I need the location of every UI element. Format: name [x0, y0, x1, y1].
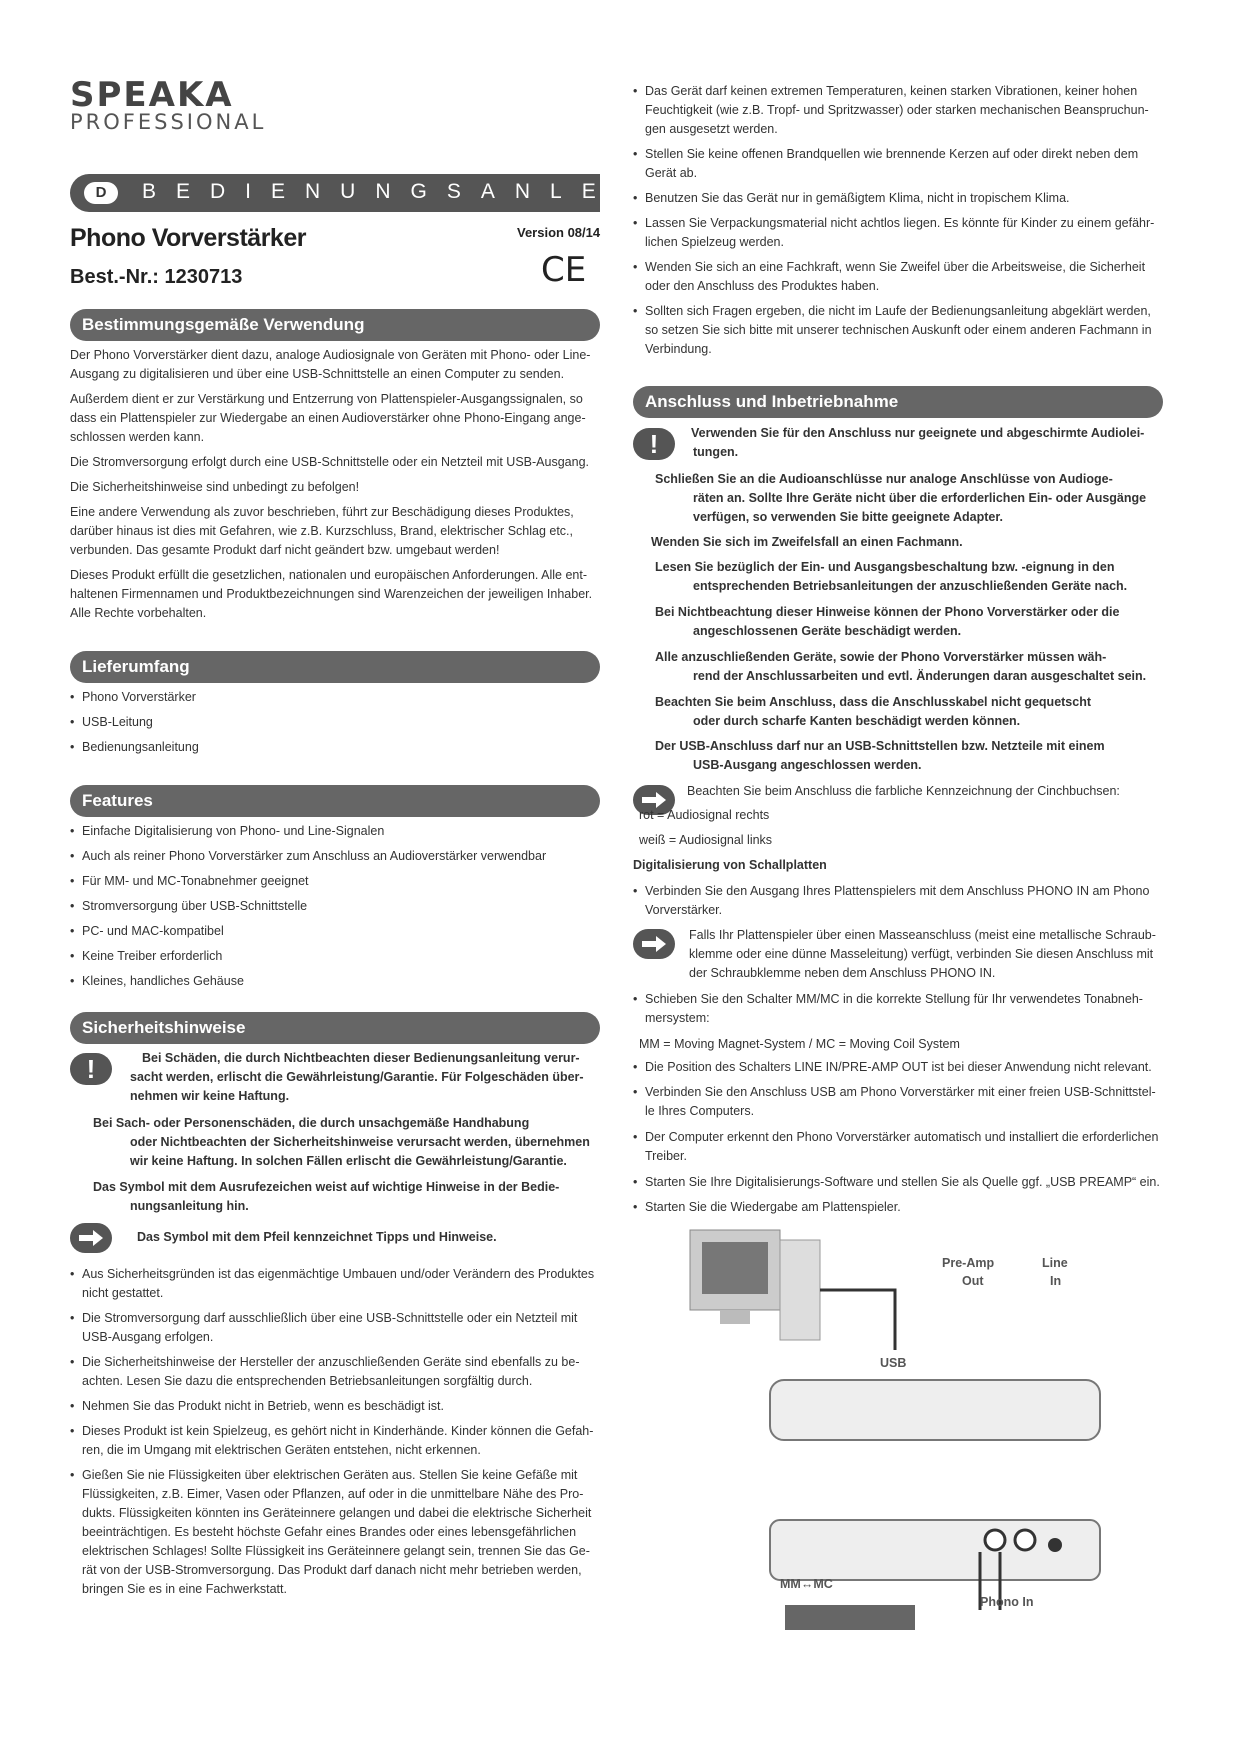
- list-item: • Verbinden Sie den Anschluss USB am Phono Vorverstärker mit einer freien USB-Schnittstel-: [633, 1083, 1156, 1102]
- label-phono-in: Phono In: [980, 1595, 1034, 1609]
- section-header-anschluss: Anschluss und Inbetriebnahme: [633, 386, 1163, 418]
- list-item-cont: lichen Spielzeug werden.: [645, 235, 784, 249]
- anschluss-a5b: angeschlossenen Geräte beschädigt werden.: [693, 624, 962, 638]
- list-item: • Das Gerät darf keinen extremen Temperaturen, keinen starken Vibrationen, keiner hohen: [633, 82, 1137, 101]
- list-item: • Die Sicherheitshinweise der Hersteller der anzuschließenden Geräte sind ebenfalls zu be-: [70, 1353, 580, 1372]
- warning-1c: nehmen wir keine Haftung.: [130, 1089, 290, 1103]
- list-item-cont: elektrischen Schlages! Sollte Flüssigkeit ins Geräteinnere gelangt sein, trennen Sie das Ge-: [82, 1544, 590, 1558]
- section-header-lieferumfang: Lieferumfang: [70, 651, 600, 683]
- anschluss-a7a: Beachten Sie beim Anschluss, dass die Anschlusskabel nicht gequetscht: [655, 695, 1092, 709]
- list-item: • Für MM- und MC-Tonabnehmer geeignet: [70, 872, 309, 891]
- manual-label: BEDIENUNGSANLEIT: [142, 180, 675, 203]
- list-item: • Die Position des Schalters LINE IN/PRE-AMP OUT ist bei dieser Anwendung nicht relevant.: [633, 1058, 1152, 1077]
- anschluss-a6b: rend der Anschlussarbeiten und evtl. Änderungen daran ausgeschaltet sein.: [693, 669, 1147, 683]
- anschluss-a11: weiß = Audiosignal links: [639, 833, 773, 847]
- product-title: Phono Vorverstärker: [70, 224, 306, 252]
- verwendung-p5: Eine andere Verwendung als zuvor beschrieben, führt zur Beschädigung dieses Produktes,: [70, 505, 574, 519]
- warning-1b: sacht werden, erlischt die Gewährleistung/Garantie. Für Folgeschäden über-: [130, 1070, 584, 1084]
- anschluss-a9: Beachten Sie beim Anschluss die farbliche Kennzeichnung der Cinchbuchsen:: [687, 784, 1120, 798]
- version: Version 08/14: [517, 225, 601, 240]
- ce-mark: CE: [541, 250, 587, 290]
- list-item-cont: rät von der USB-Stromversorgung. Das Produkt darf danach nicht mehr betrieben werden,: [82, 1563, 582, 1577]
- section-header-features: Features: [70, 785, 600, 817]
- connection-diagram: [680, 1230, 1120, 1630]
- anschluss-a2b: räten an. Sollte Ihre Geräte nicht über die erforderlichen Ein- oder Ausgänge: [693, 491, 1147, 505]
- list-item-cont: bringen Sie es in eine Fachwerkstatt.: [82, 1582, 287, 1596]
- verwendung-p1: Der Phono Vorverstärker dient dazu, analoge Audiosignale von Geräten mit Phono- oder Line-: [70, 348, 591, 362]
- language-badge: D: [84, 182, 118, 204]
- list-item: • Wenden Sie sich an eine Fachkraft, wenn Sie Zweifel über die Arbeitsweise, die Sicherheit: [633, 258, 1145, 277]
- list-item-cont: mersystem:: [645, 1011, 710, 1025]
- list-item: • Bedienungsanleitung: [70, 738, 199, 757]
- list-item: • Lassen Sie Verpackungsmaterial nicht achtlos liegen. Es könnte für Kinder zu einem gefähr-: [633, 214, 1154, 233]
- list-item-cont: Treiber.: [645, 1149, 687, 1163]
- list-item: • Kleines, handliches Gehäuse: [70, 972, 244, 991]
- list-item-cont: beeinträchtigen. Es besteht höchste Gefahr eines Brandes oder eines lebensgefährlichen: [82, 1525, 577, 1539]
- manual-bar: [70, 174, 675, 212]
- anschluss-a6a: Alle anzuschließenden Geräte, sowie der Phono Vorverstärker müssen wäh-: [655, 650, 1107, 664]
- list-item: • Die Stromversorgung darf ausschließlich über eine USB-Schnittstelle oder ein Netzteil mit: [70, 1309, 577, 1328]
- list-item: • Gießen Sie nie Flüssigkeiten über elektrischen Geräten aus. Stellen Sie keine Gefäße mit: [70, 1466, 577, 1485]
- list-item: • Einfache Digitalisierung von Phono- und Line-Signalen: [70, 822, 384, 841]
- list-item: • Verbinden Sie den Ausgang Ihres Plattenspielers mit dem Anschluss PHONO IN am Phono: [633, 882, 1149, 901]
- list-item: • Sollten sich Fragen ergeben, die nicht im Laufe der Bedienungsanleitung abgeklärt werden,: [633, 302, 1151, 321]
- anschluss-a4b: entsprechenden Betriebsanleitungen der anzuschließenden Geräte nach.: [693, 579, 1128, 593]
- anschluss-c4: MM = Moving Magnet-System / MC = Moving Coil System: [639, 1037, 960, 1051]
- list-item: • Dieses Produkt ist kein Spielzeug, es gehört nicht in Kinderhände. Kinder können die Gefah-: [70, 1422, 593, 1441]
- list-item: • Schieben Sie den Schalter MM/MC in die korrekte Stellung für Ihr verwendetes Tonabneh-: [633, 990, 1143, 1009]
- verwendung-p5b: darüber hinaus ist dies mit Gefahren, wie z.B. Kurzschluss, Brand, elektrischer Schlag etc.,: [70, 524, 574, 538]
- anschluss-a1a: Verwenden Sie für den Anschluss nur geeignete und abgeschirmte Audiolei-: [691, 426, 1145, 440]
- arrow-icon: [633, 929, 675, 959]
- verwendung-p2b: dass ein Plattenspieler zur Wiedergabe an einen Audioverstärker ohne Phono-Eingang ange-: [70, 411, 586, 425]
- anschluss-c2b: klemme oder eine dünne Masseleitung) verfügt, verbinden Sie diesen Anschluss mit: [689, 947, 1154, 961]
- list-item: • PC- und MAC-kompatibel: [70, 922, 224, 941]
- list-item: • Keine Treiber erforderlich: [70, 947, 222, 966]
- list-item-cont: le Ihres Computers.: [645, 1104, 755, 1118]
- section-header-sicherheit: Sicherheitshinweise: [70, 1012, 600, 1044]
- list-item: • Stellen Sie keine offenen Brandquellen wie brennende Kerzen auf oder direkt neben dem: [633, 145, 1138, 164]
- anschluss-a10: rot = Audiosignal rechts: [639, 808, 770, 822]
- anschluss-c2c: der Schraubklemme neben dem Anschluss PHONO IN.: [689, 966, 996, 980]
- anschluss-a2a: Schließen Sie an die Audioanschlüsse nur analoge Anschlüsse von Audioge-: [655, 472, 1113, 486]
- anschluss-a4a: Lesen Sie bezüglich der Ein- und Ausgangsbeschaltung bzw. -eignung in den: [655, 560, 1115, 574]
- list-item: • Der Computer erkennt den Phono Vorverstärker automatisch und installiert die erforderlichen: [633, 1128, 1158, 1147]
- list-item: • Starten Sie Ihre Digitalisierungs-Software und stellen Sie als Quelle ggf. „USB PREAMP“ ein.: [633, 1173, 1160, 1192]
- label-preamp: Pre-Amp: [942, 1256, 995, 1270]
- list-item-cont: dukts. Flüssigkeiten könnten ins Geräteinnere gelangen und dabei die elektrische Sicherheit: [82, 1506, 592, 1520]
- label-line: Line: [1042, 1256, 1068, 1270]
- anschluss-a8b: USB-Ausgang angeschlossen werden.: [693, 758, 922, 772]
- list-item-cont: Gerät ab.: [645, 166, 698, 180]
- verwendung-p6c: Alle Rechte vorbehalten.: [70, 606, 207, 620]
- list-item: • Aus Sicherheitsgründen ist das eigenmächtige Umbauen und/oder Verändern des Produktes: [70, 1265, 594, 1284]
- warning-2b: oder Nichtbeachten der Sicherheitshinweise verursacht werden, übernehmen: [130, 1135, 590, 1149]
- list-item-cont: Verbindung.: [645, 342, 712, 356]
- anschluss-a8a: Der USB-Anschluss darf nur an USB-Schnittstellen bzw. Netzteile mit einem: [655, 739, 1105, 753]
- anschluss-a3: Wenden Sie sich im Zweifelsfall an einen Fachmann.: [651, 535, 963, 549]
- exclamation-icon: !: [633, 428, 675, 460]
- list-item-cont: nicht gestattet.: [82, 1286, 164, 1300]
- exclamation-icon: !: [70, 1053, 112, 1085]
- list-item-cont: achten. Lesen Sie dazu die entsprechenden Betriebsanleitungen sorgfältig durch.: [82, 1374, 533, 1388]
- list-item-cont: ren, die im Umgang mit elektrischen Geräten entstehen, nicht erkennen.: [82, 1443, 481, 1457]
- label-in: In: [1050, 1274, 1062, 1288]
- anschluss-a2c: verfügen, so verwenden Sie bitte geeignete Adapter.: [693, 510, 1004, 524]
- verwendung-p2: Außerdem dient er zur Verstärkung und Entzerrung von Plattenspieler-Ausgangssignalen, so: [70, 392, 583, 406]
- logo-sub: PROFESSIONAL: [70, 110, 267, 134]
- label-mmmc: MM↔MC: [780, 1577, 833, 1591]
- verwendung-p4: Die Sicherheitshinweise sind unbedingt zu befolgen!: [70, 480, 360, 494]
- list-item: • Stromversorgung über USB-Schnittstelle: [70, 897, 307, 916]
- list-item-cont: Flüssigkeiten, z.B. Eimer, Vasen oder Pflanzen, auf oder in die unmittelbare Nähe des Pro-: [82, 1487, 584, 1501]
- list-item-cont: so setzen Sie sich bitte mit unserer technischen Auskunft oder einem anderen Fachmann in: [645, 323, 1152, 337]
- anschluss-a7b: oder durch scharfe Kanten beschädigt werden können.: [693, 714, 1021, 728]
- list-item-cont: Feuchtigkeit (wie z.B. Tropf- und Spritzwasser) oder starken mechanischen Beanspruchun-: [645, 103, 1149, 117]
- list-item-cont: oder den Anschluss des Produktes haben.: [645, 279, 880, 293]
- logo: [70, 75, 267, 134]
- verwendung-p5c: verbunden. Das gesamte Produkt darf nicht geändert bzw. umgebaut werden!: [70, 543, 500, 557]
- order-number: Best.-Nr.: 1230713: [70, 266, 243, 288]
- anschluss-a5a: Bei Nichtbeachtung dieser Hinweise können der Phono Vorverstärker oder die: [655, 605, 1120, 619]
- list-item: • Nehmen Sie das Produkt nicht in Betrieb, wenn es beschädigt ist.: [70, 1397, 444, 1416]
- anschluss-c2a: Falls Ihr Plattenspieler über einen Masseanschluss (meist eine metallische Schraub-: [689, 928, 1156, 942]
- logo-brand: SPEAKA: [70, 75, 234, 115]
- verwendung-p3: Die Stromversorgung erfolgt durch eine USB-Schnittstelle oder ein Netzteil mit USB-Ausgang.: [70, 455, 589, 469]
- list-item: • Phono Vorverstärker: [70, 688, 196, 707]
- warning-3b: nungsanleitung hin.: [130, 1199, 249, 1213]
- list-item: • Starten Sie die Wiedergabe am Plattenspieler.: [633, 1198, 901, 1217]
- list-item-cont: gen ausgesetzt werden.: [645, 122, 778, 136]
- verwendung-p6b: haltenen Firmennamen und Produktbezeichnungen sind Warenzeichen der jeweiligen Inhaber.: [70, 587, 593, 601]
- list-item-cont: Vorverstärker.: [645, 903, 723, 917]
- list-item-cont: USB-Ausgang erfolgen.: [82, 1330, 214, 1344]
- verwendung-p6: Dieses Produkt erfüllt die gesetzlichen, nationalen und europäischen Anforderungen. Alle ent-: [70, 568, 588, 582]
- warning-3a: Das Symbol mit dem Ausrufezeichen weist auf wichtige Hinweise in der Bedie-: [93, 1180, 560, 1194]
- section-header-verwendung: Bestimmungsgemäße Verwendung: [70, 309, 600, 341]
- label-out: Out: [962, 1274, 984, 1288]
- anschluss-a1b: tungen.: [693, 445, 739, 459]
- list-item: • USB-Leitung: [70, 713, 153, 732]
- verwendung-p2c: schlossen werden kann.: [70, 430, 205, 444]
- warning-2a: Bei Sach- oder Personenschäden, die durch unsachgemäße Handhabung: [93, 1116, 530, 1130]
- warning-1a: Bei Schäden, die durch Nichtbeachten dieser Bedienungsanleitung verur-: [142, 1051, 580, 1065]
- subheading-digitalisierung: Digitalisierung von Schallplatten: [633, 858, 827, 872]
- label-usb: USB: [880, 1356, 907, 1370]
- warning-2c: wir keine Haftung. In solchen Fällen erlischt die Gewährleistung/Garantie.: [130, 1154, 567, 1168]
- verwendung-p1b: Ausgang zu digitalisieren und über eine USB-Schnittstelle an einen Computer zu senden.: [70, 367, 565, 381]
- list-item: • Benutzen Sie das Gerät nur in gemäßigtem Klima, nicht in tropischem Klima.: [633, 189, 1070, 208]
- tip-text: Das Symbol mit dem Pfeil kennzeichnet Tipps und Hinweise.: [137, 1230, 497, 1244]
- list-item: • Auch als reiner Phono Vorverstärker zum Anschluss an Audioverstärker verwendbar: [70, 847, 546, 866]
- arrow-icon: [70, 1223, 112, 1253]
